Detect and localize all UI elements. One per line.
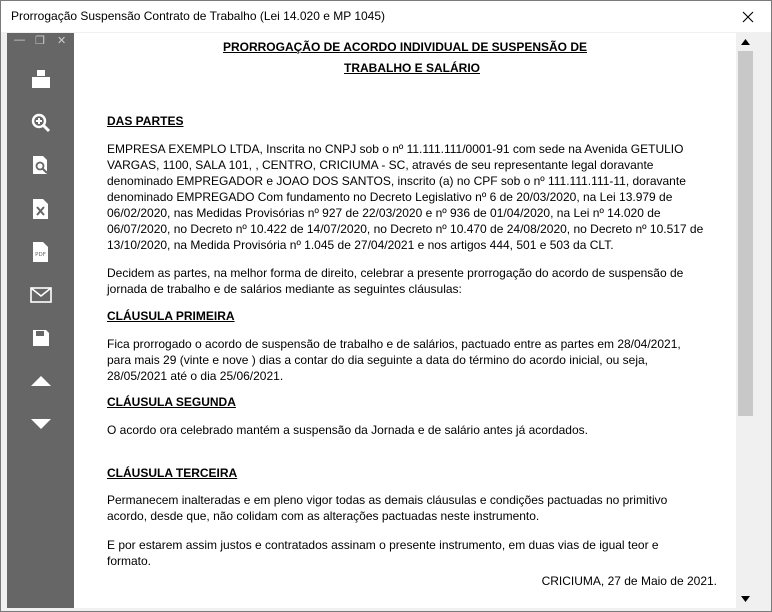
segunda-text: O acordo ora celebrado mantém a suspensão da Jornada e de salário antes já acordados.	[107, 423, 588, 437]
decidem-line: Decidem as partes, na melhor forma de direito, celebrar a presente prorrogação do acordo de suspensão de	[107, 266, 684, 280]
mdi-minimize-button[interactable]: —	[14, 34, 25, 46]
next-page-icon	[31, 418, 51, 430]
heading-clausula-segunda: CLÁUSULA SEGUNDA	[107, 395, 236, 409]
vertical-scrollbar[interactable]	[737, 33, 754, 608]
terceira-line: Permanecem inalteradas e em pleno vigor todas as demais cláusulas e condições pactuadas no primitivo	[107, 493, 668, 507]
partes-line: 13/10/2020, na Medida Provisória nº 1.045 de 27/04/2021 e nos artigos 444, 501 e 503 da CLT.	[107, 238, 614, 252]
partes-line: EMPRESA EXEMPLO LTDA, Inscrita no CNPJ sob o nº 11.111.111/0001-91 com sede na Avenida GETULIO	[107, 142, 684, 156]
svg-text:PDF: PDF	[34, 252, 46, 258]
pdf-export-button[interactable]	[7, 235, 74, 269]
partes-line: 06/07/2020, no Decreto nº 10.422 de 14/07/2020, no Decreto nº 10.470 de 24/08/2020, no Decreto nº 10.517 de	[107, 222, 704, 236]
pdf-export-icon	[32, 241, 50, 263]
scroll-thumb[interactable]	[738, 51, 753, 416]
date-line: CRICIUMA, 27 de Maio de 2021.	[541, 574, 717, 588]
decidem-line: jornada de trabalho e de salários mediante as seguintes cláusulas:	[107, 282, 462, 296]
partes-line: VARGAS, 1100, SALA 101, , CENTRO, CRICIUMA - SC, através de seu representante legal doravante	[107, 158, 654, 172]
email-button[interactable]	[7, 278, 74, 312]
previous-page-icon	[31, 375, 51, 387]
primeira-line: Fica prorrogado o acordo de suspensão de trabalho e de salários, pactuado entre as partes em 28/04/2021,	[107, 337, 681, 351]
partes-line: denominado EMPREGADOR e JOAO DOS SANTOS, inscrito (a) no CPF sob o nº 111.111.111-11, doravante	[107, 174, 686, 188]
report-toolbar	[7, 33, 74, 608]
partes-line: 06/02/2020, nas Medidas Provisórias nº 927 de 22/03/2020 e nº 936 de 01/04/2020, na Lei nº 14.020 de	[107, 206, 661, 220]
terceira-line: acordo, desde que, não colidam com as alterações pactuadas neste instrumento.	[107, 509, 540, 523]
close-icon	[742, 11, 754, 23]
document-page	[74, 33, 736, 608]
mdi-controls	[11, 34, 71, 50]
scroll-down-button[interactable]	[737, 590, 754, 607]
print-button[interactable]	[7, 62, 74, 96]
scroll-down-icon	[741, 596, 750, 602]
excel-export-button[interactable]	[7, 192, 74, 226]
mdi-close-button[interactable]: ✕	[57, 35, 67, 47]
document-title-line2: TRABALHO E SALÁRIO	[344, 61, 480, 75]
zoom-button[interactable]	[7, 106, 74, 140]
next-page-button[interactable]	[7, 407, 74, 441]
primeira-line: para mais 29 (vinte e nove ) dias a contar do dia seguinte a data do término do acordo inicial, ou seja,	[107, 353, 648, 367]
title-bar	[1, 1, 771, 32]
preview-search-icon	[31, 155, 51, 177]
heading-clausula-terceira: CLÁUSULA TERCEIRA	[107, 466, 238, 480]
document-title-line1: PRORROGAÇÃO DE ACORDO INDIVIDUAL DE SUSPENSÃO DE	[222, 40, 588, 54]
partes-line: denominado EMPREGADO Com fundamento no Decreto Legislativo nº 6 de 20/03/2020, na Lei 13.979 de	[107, 190, 673, 204]
close-window-button[interactable]	[725, 1, 771, 32]
save-button[interactable]	[7, 321, 74, 355]
scroll-up-button[interactable]	[737, 33, 754, 50]
heading-clausula-primeira: CLÁUSULA PRIMEIRA	[107, 309, 235, 323]
save-icon	[32, 329, 50, 347]
excel-export-icon	[32, 198, 50, 220]
final-line: formato.	[107, 554, 152, 568]
zoom-in-icon	[31, 113, 51, 133]
primeira-line: 28/05/2021 até o dia 25/06/2021.	[107, 369, 284, 383]
previous-page-button[interactable]	[7, 364, 74, 398]
print-icon	[31, 69, 51, 89]
mdi-restore-button[interactable]: ❐	[35, 35, 45, 47]
window-title: Prorrogação Suspensão Contrato de Trabalho (Lei 14.020 e MP 1045)	[11, 9, 386, 23]
scroll-up-icon	[741, 39, 750, 45]
preview-button[interactable]	[7, 149, 74, 183]
final-line: E por estarem assim justos e contratados assinam o presente instrumento, em duas vias de igual teor e	[107, 538, 659, 552]
email-icon	[30, 287, 52, 303]
heading-das-partes: DAS PARTES	[107, 114, 184, 128]
